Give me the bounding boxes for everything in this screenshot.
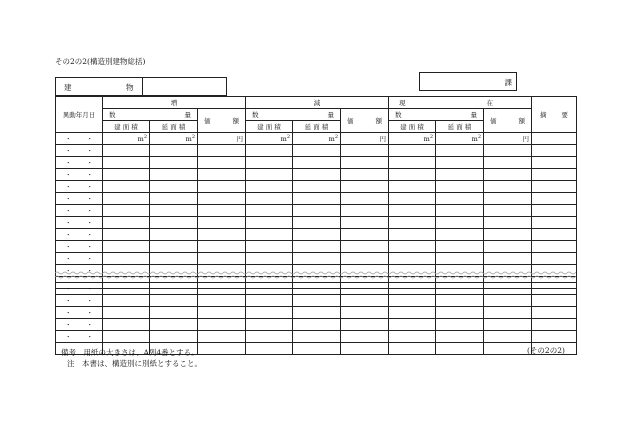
blank-cell (532, 229, 577, 241)
blank-cell (389, 157, 436, 169)
blank-cell (484, 343, 532, 355)
blank-cell (198, 145, 246, 157)
blank-cell (341, 145, 389, 157)
current-building-area-header: 建 面 積 (389, 121, 436, 133)
blank-cell (293, 253, 341, 265)
blank-cell (389, 145, 436, 157)
blank-cell (150, 307, 198, 319)
blank-cell (293, 343, 341, 355)
blank-cell (341, 169, 389, 181)
current-header: 現 在 (389, 97, 532, 109)
blank-cell (436, 283, 484, 295)
blank-cell (484, 157, 532, 169)
blank-cell (389, 331, 436, 343)
blank-cell (150, 253, 198, 265)
blank-cell (103, 331, 150, 343)
blank-cell (246, 307, 293, 319)
unit-m2-cell: $m^2$ (389, 133, 436, 145)
blank-cell (436, 145, 484, 157)
blank-cell (532, 181, 577, 193)
date-cell: ・ ・ (56, 307, 103, 319)
date-cell: ・ ・ (56, 265, 103, 277)
blank-cell (198, 217, 246, 229)
blank-cell (198, 283, 246, 295)
table-row (56, 157, 577, 169)
blank-cell (532, 217, 577, 229)
date-cell: ・ ・ (56, 205, 103, 217)
blank-cell (436, 205, 484, 217)
page-label: (その2の2) (527, 346, 565, 355)
blank-cell (198, 331, 246, 343)
blank-cell (246, 205, 293, 217)
blank-cell (150, 319, 198, 331)
date-cell: ・ ・ (56, 253, 103, 265)
blank-cell (341, 331, 389, 343)
table-row (56, 145, 577, 157)
unit-m2-cell: $m^2$ (150, 133, 198, 145)
date-cell: ・ ・ (56, 193, 103, 205)
form-title: その2の2(構造別建物総括) (55, 57, 146, 66)
date-cell: ・ ・ (56, 229, 103, 241)
blank-cell (246, 145, 293, 157)
blank-cell (436, 241, 484, 253)
blank-cell (484, 307, 532, 319)
blank-cell (341, 181, 389, 193)
date-cell: ・ ・ (56, 319, 103, 331)
increase-header: 増 (103, 97, 246, 109)
unit-row (56, 133, 577, 145)
blank-cell (436, 169, 484, 181)
blank-cell (293, 331, 341, 343)
blank-cell (341, 193, 389, 205)
blank-cell (436, 331, 484, 343)
blank-cell (198, 205, 246, 217)
increase-quantity-header: 数 量 (103, 109, 198, 121)
blank-cell (198, 343, 246, 355)
blank-cell (389, 253, 436, 265)
blank-cell (484, 253, 532, 265)
blank-cell (532, 295, 577, 307)
blank-cell (103, 181, 150, 193)
blank-cell (293, 217, 341, 229)
blank-cell (436, 253, 484, 265)
table-row (56, 241, 577, 253)
blank-cell (389, 319, 436, 331)
blank-cell (436, 295, 484, 307)
blank-cell (389, 181, 436, 193)
blank-cell (103, 241, 150, 253)
blank-cell (389, 217, 436, 229)
blank-cell (389, 229, 436, 241)
table-row (56, 295, 577, 307)
blank-cell (293, 307, 341, 319)
blank-cell (341, 295, 389, 307)
blank-cell (532, 331, 577, 343)
blank-cell (150, 157, 198, 169)
blank-cell (532, 157, 577, 169)
table-row (56, 181, 577, 193)
blank-cell (198, 157, 246, 169)
table-row (56, 253, 577, 265)
blank-cell (103, 193, 150, 205)
date-cell: ・ ・ (56, 331, 103, 343)
blank-cell (246, 253, 293, 265)
remarks-header: 摘 要 (532, 97, 577, 133)
blank-cell (103, 229, 150, 241)
blank-cell (341, 253, 389, 265)
department-label: 課 (504, 78, 512, 87)
blank-cell (484, 229, 532, 241)
building-label-char-2: 物 (126, 83, 134, 92)
blank-cell (150, 331, 198, 343)
blank-cell (103, 145, 150, 157)
decrease-quantity-header: 数 量 (246, 109, 341, 121)
unit-yen-cell: 円 (341, 133, 389, 145)
blank-cell (293, 157, 341, 169)
decrease-price-header: 価 額 (341, 109, 389, 133)
date-cell: ・ ・ (56, 157, 103, 169)
blank-cell (532, 145, 577, 157)
blank-cell (532, 241, 577, 253)
blank-cell (436, 343, 484, 355)
building-name-box (55, 77, 227, 96)
blank-cell (293, 283, 341, 295)
blank-cell (103, 307, 150, 319)
blank-cell (484, 169, 532, 181)
blank-cell (150, 217, 198, 229)
date-cell: ・ ・ (56, 283, 103, 295)
blank-cell (436, 229, 484, 241)
date-cell: ・ ・ (56, 181, 103, 193)
department-box (419, 72, 517, 91)
blank-cell (436, 319, 484, 331)
date-cell: ・ ・ (56, 217, 103, 229)
increase-price-header: 価 額 (198, 109, 246, 133)
unit-m2-cell: $m^2$ (103, 133, 150, 145)
table-row (56, 331, 577, 343)
unit-m2-cell: $m^2$ (436, 133, 484, 145)
blank-cell (532, 169, 577, 181)
ledger-table-bottom (55, 282, 577, 355)
table-row (56, 229, 577, 241)
blank-cell (532, 319, 577, 331)
blank-cell (150, 283, 198, 295)
blank-cell (246, 217, 293, 229)
blank-cell (484, 181, 532, 193)
blank-cell (341, 343, 389, 355)
blank-cell (532, 253, 577, 265)
decrease-header: 減 (246, 97, 389, 109)
blank-cell (198, 319, 246, 331)
blank-cell (246, 181, 293, 193)
blank-cell (150, 145, 198, 157)
blank-cell (293, 241, 341, 253)
blank-cell (246, 157, 293, 169)
blank-cell (484, 331, 532, 343)
blank-cell (246, 295, 293, 307)
blank-cell (389, 205, 436, 217)
date-cell: ・ ・ (56, 145, 103, 157)
blank-cell (150, 169, 198, 181)
remarks-cell (532, 133, 577, 145)
blank-cell (246, 193, 293, 205)
blank-cell (436, 217, 484, 229)
blank-cell (246, 229, 293, 241)
blank-cell (246, 241, 293, 253)
unit-yen-cell: 円 (484, 133, 532, 145)
current-floor-area-header: 延 面 積 (436, 121, 484, 133)
blank-cell (246, 343, 293, 355)
unit-m2-cell: $m^2$ (293, 133, 341, 145)
blank-cell (389, 295, 436, 307)
blank-cell (484, 193, 532, 205)
blank-cell (293, 181, 341, 193)
current-price-header: 価 額 (484, 109, 532, 133)
blank-cell (150, 229, 198, 241)
blank-cell (436, 157, 484, 169)
blank-cell (436, 193, 484, 205)
date-cell: ・ ・ (56, 169, 103, 181)
blank-cell (341, 217, 389, 229)
date-cell: ・ ・ (56, 295, 103, 307)
blank-cell (103, 169, 150, 181)
blank-cell (436, 307, 484, 319)
blank-cell (293, 193, 341, 205)
blank-cell (150, 181, 198, 193)
omission-wave (55, 270, 576, 280)
blank-cell (532, 193, 577, 205)
blank-cell (103, 205, 150, 217)
blank-cell (532, 205, 577, 217)
blank-cell (484, 217, 532, 229)
blank-cell (532, 283, 577, 295)
blank-cell (103, 217, 150, 229)
blank-cell (198, 307, 246, 319)
blank-cell (389, 307, 436, 319)
blank-cell (150, 205, 198, 217)
table-row (56, 217, 577, 229)
blank-cell (293, 169, 341, 181)
blank-cell (198, 193, 246, 205)
note-paper-size: 備考 用紙の大きさは、A列4番とする。 (61, 348, 199, 357)
increase-building-area-header: 建 面 積 (103, 121, 150, 133)
blank-cell (293, 145, 341, 157)
blank-cell (198, 229, 246, 241)
blank-cell (532, 307, 577, 319)
blank-cell (484, 145, 532, 157)
unit-yen-cell: 円 (198, 133, 246, 145)
blank-cell (389, 343, 436, 355)
blank-cell (389, 241, 436, 253)
blank-cell (103, 283, 150, 295)
blank-cell (484, 205, 532, 217)
blank-cell (341, 241, 389, 253)
blank-cell (246, 283, 293, 295)
date-cell: ・ ・ (56, 133, 103, 145)
blank-cell (484, 319, 532, 331)
note-separate-sheet: 注 本書は、構造別に別紙とすること。 (67, 359, 202, 368)
blank-cell (150, 193, 198, 205)
blank-cell (246, 331, 293, 343)
blank-cell (484, 283, 532, 295)
blank-cell (484, 295, 532, 307)
table-row (56, 193, 577, 205)
blank-cell (150, 295, 198, 307)
blank-cell (293, 205, 341, 217)
blank-cell (246, 169, 293, 181)
blank-cell (389, 193, 436, 205)
blank-cell (389, 169, 436, 181)
increase-floor-area-header: 延 面 積 (150, 121, 198, 133)
building-label-char-1: 建 (64, 83, 72, 92)
current-quantity-header: 数 量 (389, 109, 484, 121)
blank-cell (198, 241, 246, 253)
blank-cell (103, 295, 150, 307)
blank-cell (341, 205, 389, 217)
table-row (56, 169, 577, 181)
blank-cell (389, 283, 436, 295)
blank-cell (341, 283, 389, 295)
blank-cell (293, 229, 341, 241)
building-label (56, 78, 143, 95)
blank-cell (198, 181, 246, 193)
table-row (56, 205, 577, 217)
blank-cell (246, 319, 293, 331)
table-row (56, 307, 577, 319)
blank-cell (341, 319, 389, 331)
blank-cell (103, 253, 150, 265)
ledger-table-top (55, 96, 577, 289)
blank-cell (341, 229, 389, 241)
blank-cell (484, 241, 532, 253)
blank-cell (293, 319, 341, 331)
decrease-building-area-header: 建 面 積 (246, 121, 293, 133)
blank-cell (103, 319, 150, 331)
date-cell: ・ ・ (56, 241, 103, 253)
blank-cell (436, 181, 484, 193)
blank-cell (198, 253, 246, 265)
blank-cell (341, 157, 389, 169)
date-header: 異動年月日 (56, 97, 103, 133)
blank-cell (198, 169, 246, 181)
blank-cell (293, 295, 341, 307)
unit-m2-cell: $m^2$ (246, 133, 293, 145)
blank-cell (341, 307, 389, 319)
table-row (56, 283, 577, 295)
table-row (56, 319, 577, 331)
blank-cell (103, 157, 150, 169)
blank-cell (198, 295, 246, 307)
decrease-floor-area-header: 延 面 積 (293, 121, 341, 133)
blank-cell (150, 241, 198, 253)
